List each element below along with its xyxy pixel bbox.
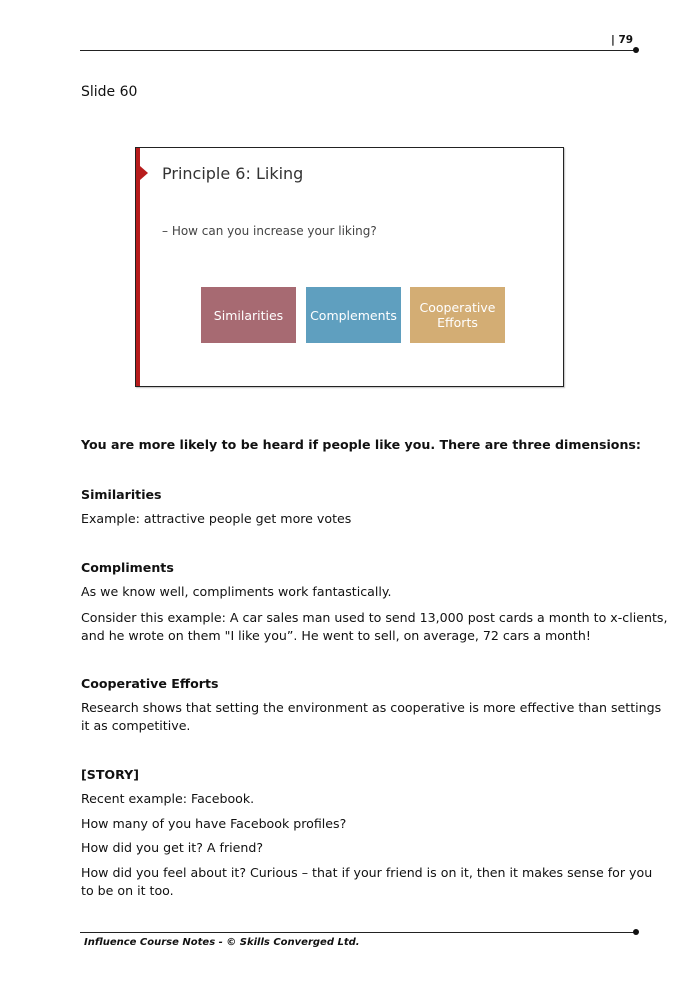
slide-box-cooperative-efforts: Cooperative Efforts — [410, 287, 505, 343]
footer-text: Influence Course Notes - © Skills Converged Ltd. — [84, 937, 360, 948]
slide-box-complements: Complements — [306, 287, 401, 343]
footer-rule-dot — [633, 929, 639, 935]
story-line-2: How many of you have Facebook profiles? — [81, 816, 347, 831]
slide-title: Principle 6: Liking — [162, 164, 304, 183]
slide-thumbnail — [135, 147, 564, 387]
slide-bullet: – How can you increase your liking? — [162, 224, 377, 238]
story-line-4a: How did you feel about it? Curious – that if your friend is on it, then it makes sense for you — [81, 865, 653, 880]
slide-box-similarities: Similarities — [201, 287, 296, 343]
header-rule-dot — [633, 47, 639, 53]
compliments-example-line1: Consider this example: A car sales man used to send 13,000 post cards a month to x-clients, — [81, 610, 668, 625]
compliments-example-line2: and he wrote on them "I like you”. He went to sell, on average, 72 cars a month! — [81, 628, 591, 643]
slide-label: Slide 60 — [81, 84, 138, 100]
story-line-1: Recent example: Facebook. — [81, 791, 255, 806]
intro-text: You are more likely to be heard if people like you. There are three dimensions: — [81, 437, 641, 452]
header-rule — [80, 50, 636, 51]
page-number: | 79 — [611, 34, 634, 46]
similarities-heading: Similarities — [81, 487, 162, 502]
slide-accent-bar — [136, 148, 140, 386]
cooperative-text-line2: it as competitive. — [81, 718, 191, 733]
story-heading: [STORY] — [81, 767, 140, 782]
story-line-4b: to be on it too. — [81, 883, 174, 898]
cooperative-text-line1: Research shows that setting the environment as cooperative is more effective than settings — [81, 700, 662, 715]
cooperative-heading: Cooperative Efforts — [81, 676, 219, 691]
similarities-text: Example: attractive people get more votes — [81, 511, 352, 526]
compliments-heading: Compliments — [81, 560, 174, 575]
compliments-text: As we know well, compliments work fantastically. — [81, 584, 392, 599]
slide-arrow-icon — [140, 166, 148, 180]
story-line-3: How did you get it? A friend? — [81, 840, 264, 855]
footer-rule — [80, 932, 636, 933]
